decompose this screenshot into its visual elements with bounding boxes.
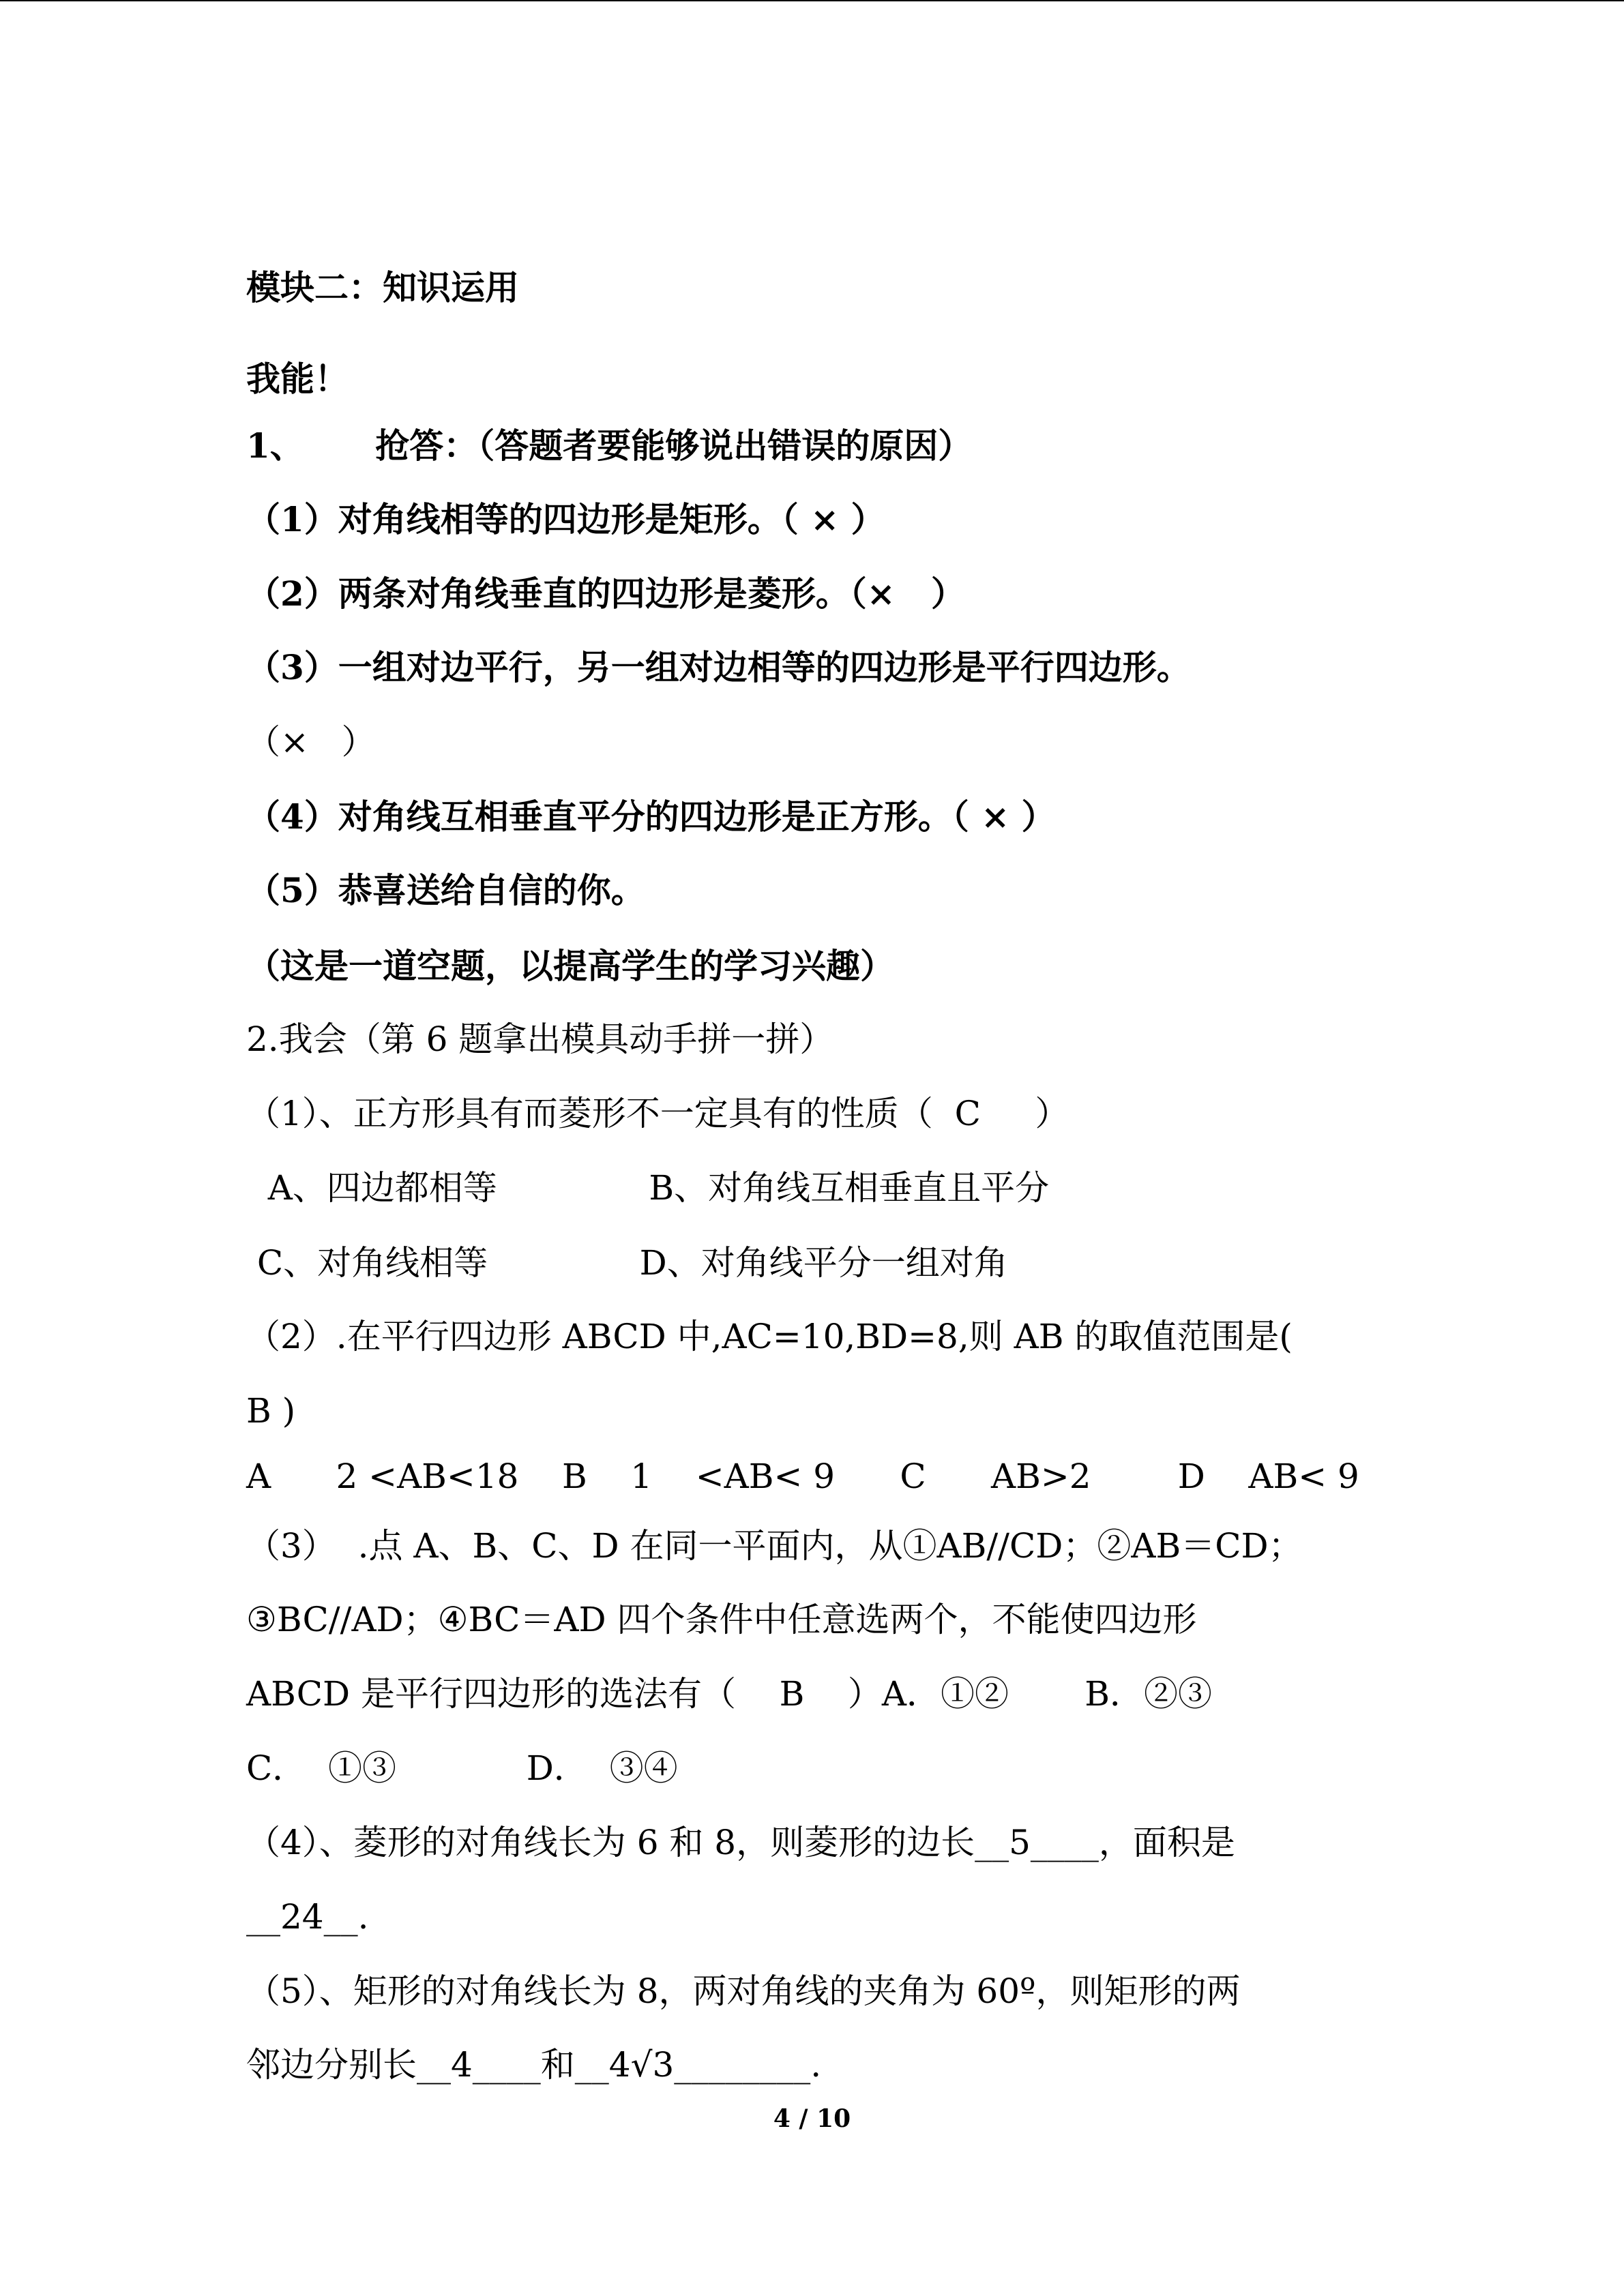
q2-p1-options-row2: C、对角线相等 D、对角线平分一组对角	[246, 1243, 1008, 1283]
top-border-line	[0, 0, 1624, 1]
q1-item-3: （3）一组对边平行，另一组对边相等的四边形是平行四边形。	[246, 647, 1191, 687]
q2-p3-line4: C． ①③ D． ③④	[246, 1748, 678, 1788]
q2-p5-line1: （5）、矩形的对角线长为 8，两对角线的夹角为 60º，则矩形的两	[246, 1971, 1241, 2011]
q2-p3-line3: ABCD 是平行四边形的选法有（ B ）A．①② B．②③	[246, 1674, 1213, 1714]
q2-p4-line1: （4）、菱形的对角线长为 6 和 8，则菱形的边长__5____，面积是	[246, 1823, 1235, 1862]
q2-p3-line1: （3） .点 A、B、C、D 在同一平面内，从①AB//CD；②AB＝CD；	[246, 1526, 1303, 1566]
q2-p4-line2: __24__.	[246, 1897, 369, 1937]
q1-item-1: （1）对角线相等的四边形是矩形。（ × ）	[246, 499, 885, 539]
q2-intro: 2.我会（第 6 题拿出模具动手拼一拼）	[246, 1019, 834, 1059]
q1-item-5: （5）恭喜送给自信的你。	[246, 870, 645, 910]
q2-p3-line2: ③BC//AD；④BC＝AD 四个条件中任意选两个，不能使四边形	[246, 1600, 1197, 1639]
q1-intro: 1、 抢答：（答题者要能够说出错误的原因）	[246, 426, 973, 466]
q1-item-2: （2）两条对角线垂直的四边形是菱形。（× ）	[246, 573, 965, 614]
page-number: 4 / 10	[773, 2104, 851, 2133]
q1-item-4: （4）对角线互相垂直平分的四边形是正方形。（ × ）	[246, 796, 1056, 837]
q2-p1-stem: （1）、正方形具有而菱形不一定具有的性质（ C ）	[246, 1094, 1069, 1133]
q2-p5-line2: 邻边分别长__4____和__4√3________.	[246, 2045, 822, 2085]
q2-p2-options: A 2 <AB<18 B 1 <AB< 9 C AB>2 D AB< 9	[246, 1457, 1359, 1496]
q2-p2-stem-line2: B )	[246, 1391, 296, 1431]
section-heading: 我能！	[246, 359, 349, 399]
q2-p2-stem-line1: （2）.在平行四边形 ABCD 中,AC=10,BD=8,则 AB 的取值范围是(	[246, 1317, 1293, 1356]
q1-note: （这是一道空题，以提高学生的学习兴趣）	[246, 946, 894, 986]
module-heading: 模块二：知识运用	[246, 267, 519, 308]
q1-item-3-answer: （× ）	[246, 722, 376, 762]
q2-p1-options-row1: A、四边都相等 B、对角线互相垂直且平分	[246, 1168, 1050, 1208]
